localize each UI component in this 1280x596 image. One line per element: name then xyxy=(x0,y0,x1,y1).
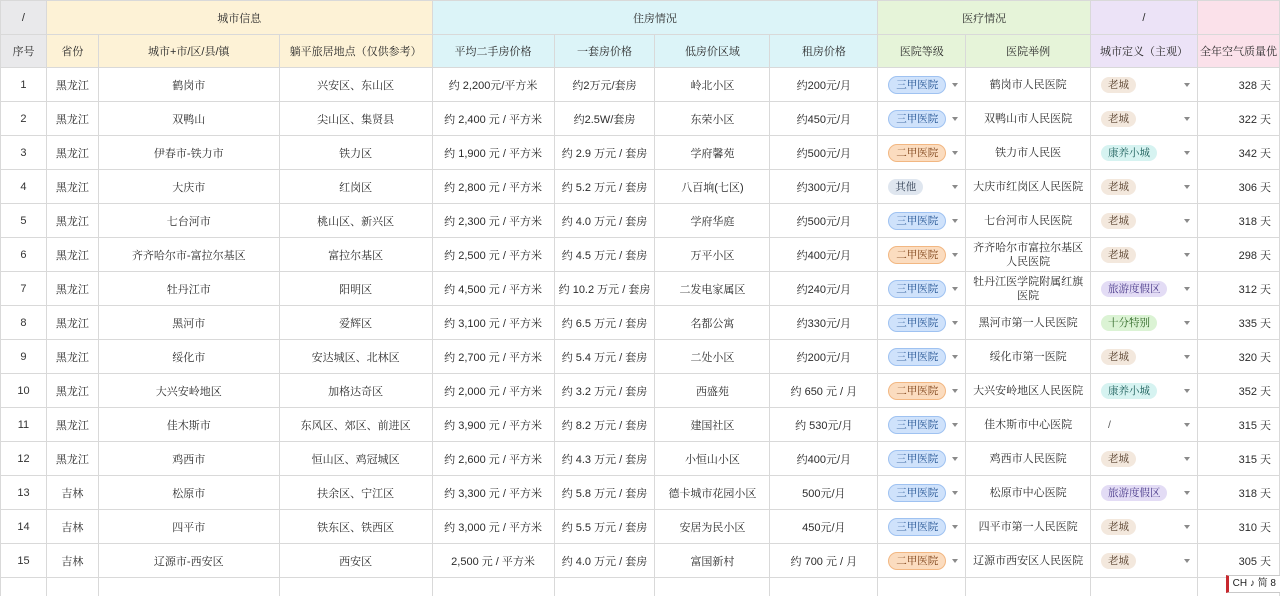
cell-air-quality[interactable]: 315 天 xyxy=(1197,408,1279,442)
cell-province[interactable]: 黑龙江 xyxy=(46,442,98,476)
chevron-down-icon[interactable] xyxy=(952,525,958,529)
cell-no[interactable]: 5 xyxy=(1,204,47,238)
cell-low-area[interactable]: 西盛苑 xyxy=(655,374,770,408)
chevron-down-icon[interactable] xyxy=(952,389,958,393)
column-header-house-price[interactable]: 一套房价格 xyxy=(554,35,655,68)
cell-low-area[interactable]: 八百垧(七区) xyxy=(655,170,770,204)
cell-low-area[interactable]: 学府馨苑 xyxy=(655,136,770,170)
cell-air-quality[interactable]: 320 天 xyxy=(1197,340,1279,374)
cell-rent[interactable]: 约200元/月 xyxy=(770,340,878,374)
column-header-low-area[interactable]: 低房价区域 xyxy=(655,35,770,68)
cell-hospital-example[interactable]: 大庆市红岗区人民医院 xyxy=(966,170,1091,204)
cell-house-price[interactable]: 约 2.9 万元 / 套房 xyxy=(554,136,655,170)
table-row xyxy=(1,68,1280,102)
cell-air-quality[interactable]: 318 天 xyxy=(1197,476,1279,510)
cell-hospital-level[interactable] xyxy=(878,510,966,544)
cell-low-area[interactable]: 岭北小区 xyxy=(655,68,770,102)
cell-hospital-level[interactable] xyxy=(878,136,966,170)
column-header-air-quality[interactable]: 全年空气质量优 xyxy=(1197,35,1279,68)
chevron-down-icon[interactable] xyxy=(952,355,958,359)
chevron-down-icon[interactable] xyxy=(1184,457,1190,461)
cell-low-area[interactable] xyxy=(655,578,770,596)
city-definition-tag: 老城 xyxy=(1101,519,1136,535)
cell-rent[interactable]: 约500元/月 xyxy=(770,204,878,238)
cell-city[interactable]: 松原市 xyxy=(98,476,279,510)
column-header-hospital-example[interactable]: 医院举例 xyxy=(966,35,1091,68)
cell-hospital-level[interactable] xyxy=(878,544,966,578)
cell-city-definition[interactable] xyxy=(1090,238,1197,272)
cell-no[interactable]: 13 xyxy=(1,476,47,510)
cell-province[interactable] xyxy=(46,578,98,596)
cell-hospital-level[interactable] xyxy=(878,578,966,596)
city-definition-tag: 康养小城 xyxy=(1101,383,1157,399)
group-header-housing[interactable]: 住房情况 xyxy=(432,1,878,35)
cell-no[interactable]: 1 xyxy=(1,68,47,102)
cell-house-price[interactable] xyxy=(554,578,655,596)
chevron-down-icon[interactable] xyxy=(1184,423,1190,427)
cell-no[interactable]: 6 xyxy=(1,238,47,272)
chevron-down-icon[interactable] xyxy=(952,559,958,563)
chevron-down-icon[interactable] xyxy=(1184,321,1190,325)
cell-area[interactable]: 铁东区、铁西区 xyxy=(279,510,432,544)
column-header-area[interactable]: 躺平旅居地点（仅供参考） xyxy=(279,35,432,68)
cell-area[interactable] xyxy=(279,578,432,596)
cell-city[interactable]: 佳木斯市 xyxy=(98,408,279,442)
cell-no[interactable]: 10 xyxy=(1,374,47,408)
cell-city[interactable]: 牡丹江市 xyxy=(98,272,279,306)
cell-province[interactable]: 黑龙江 xyxy=(46,204,98,238)
chevron-down-icon[interactable] xyxy=(952,185,958,189)
cell-rent[interactable]: 约300元/月 xyxy=(770,170,878,204)
cell-house-price[interactable]: 约 3.2 万元 / 套房 xyxy=(554,374,655,408)
city-definition-tag: 老城 xyxy=(1101,213,1136,229)
cell-avg-price[interactable]: 约 2,300 元 / 平方米 xyxy=(432,204,554,238)
column-header-province[interactable]: 省份 xyxy=(46,35,98,68)
cell-low-area[interactable]: 二发电家属区 xyxy=(655,272,770,306)
hospital-level-tag: 二甲医院 xyxy=(888,382,946,400)
cell-low-area[interactable]: 二处小区 xyxy=(655,340,770,374)
group-header-empty[interactable] xyxy=(1197,1,1279,35)
hospital-level-tag: 二甲医院 xyxy=(888,552,946,570)
cell-rent[interactable]: 450元/月 xyxy=(770,510,878,544)
cell-hospital-example[interactable]: 四平市第一人民医院 xyxy=(966,510,1091,544)
hospital-level-tag: 三甲医院 xyxy=(888,280,946,298)
cell-province[interactable]: 黑龙江 xyxy=(46,136,98,170)
cell-city-definition[interactable] xyxy=(1090,68,1197,102)
chevron-down-icon[interactable] xyxy=(952,491,958,495)
cell-city-definition[interactable] xyxy=(1090,170,1197,204)
cell-air-quality[interactable]: 305 天 xyxy=(1197,544,1279,578)
city-definition-tag: 康养小城 xyxy=(1101,145,1157,161)
column-header-avg-price[interactable]: 平均二手房价格 xyxy=(432,35,554,68)
cell-hospital-example[interactable]: 佳木斯市中心医院 xyxy=(966,408,1091,442)
cell-hospital-example[interactable]: 双鸭山市人民医院 xyxy=(966,102,1091,136)
group-header-slash[interactable]: / xyxy=(1,1,47,35)
cell-low-area[interactable]: 富国新村 xyxy=(655,544,770,578)
hospital-level-tag: 三甲医院 xyxy=(888,76,946,94)
cell-avg-price[interactable]: 约 2,000 元 / 平方米 xyxy=(432,374,554,408)
cell-no[interactable]: 9 xyxy=(1,340,47,374)
cell-city-definition[interactable] xyxy=(1090,442,1197,476)
cell-city[interactable]: 辽源市-西安区 xyxy=(98,544,279,578)
table-row xyxy=(1,374,1280,408)
cell-hospital-level[interactable] xyxy=(878,306,966,340)
cell-hospital-level[interactable] xyxy=(878,102,966,136)
column-header-rent[interactable]: 租房价格 xyxy=(770,35,878,68)
cell-province[interactable]: 吉林 xyxy=(46,510,98,544)
table-row xyxy=(1,204,1280,238)
cell-avg-price[interactable]: 2,500 元 / 平方米 xyxy=(432,544,554,578)
cell-hospital-level[interactable] xyxy=(878,476,966,510)
cell-no[interactable]: 15 xyxy=(1,544,47,578)
cell-low-area[interactable]: 德卡城市花园小区 xyxy=(655,476,770,510)
cell-low-area[interactable]: 小恒山小区 xyxy=(655,442,770,476)
cell-city-definition[interactable] xyxy=(1090,544,1197,578)
cell-city-definition[interactable] xyxy=(1090,476,1197,510)
cell-air-quality[interactable]: 342 天 xyxy=(1197,136,1279,170)
cell-hospital-level[interactable] xyxy=(878,238,966,272)
hospital-level-tag: 三甲医院 xyxy=(888,212,946,230)
cell-city[interactable]: 大庆市 xyxy=(98,170,279,204)
cell-avg-price[interactable]: 约 2,700 元 / 平方米 xyxy=(432,340,554,374)
cell-air-quality[interactable]: 322 天 xyxy=(1197,102,1279,136)
cell-hospital-example[interactable]: 七台河市人民医院 xyxy=(966,204,1091,238)
table-row xyxy=(1,136,1280,170)
chevron-down-icon[interactable] xyxy=(1184,355,1190,359)
chevron-down-icon[interactable] xyxy=(1184,185,1190,189)
table-body xyxy=(1,68,1280,596)
cell-house-price[interactable]: 约 5.2 万元 / 套房 xyxy=(554,170,655,204)
city-definition-tag: 旅游度假区 xyxy=(1101,281,1168,297)
cell-rent[interactable]: 500元/月 xyxy=(770,476,878,510)
city-definition-tag: 老城 xyxy=(1101,179,1136,195)
cell-city[interactable]: 四平市 xyxy=(98,510,279,544)
cell-no[interactable] xyxy=(1,578,47,596)
cell-rent[interactable]: 约330元/月 xyxy=(770,306,878,340)
cell-air-quality[interactable]: 306 天 xyxy=(1197,170,1279,204)
chevron-down-icon[interactable] xyxy=(952,253,958,257)
cell-city[interactable]: 齐齐哈尔市-富拉尔基区 xyxy=(98,238,279,272)
cell-rent[interactable]: 约500元/月 xyxy=(770,136,878,170)
city-definition-tag: 旅游度假区 xyxy=(1101,485,1168,501)
cell-hospital-example[interactable]: 绥化市第一医院 xyxy=(966,340,1091,374)
cell-avg-price[interactable]: 约 4,500 元 / 平方米 xyxy=(432,272,554,306)
cell-hospital-example[interactable]: 辽源市西安区人民医院 xyxy=(966,544,1091,578)
city-definition-tag: 老城 xyxy=(1101,349,1136,365)
cell-city-definition[interactable] xyxy=(1090,102,1197,136)
group-header-slash-2[interactable]: / xyxy=(1090,1,1197,35)
chevron-down-icon[interactable] xyxy=(952,457,958,461)
cell-area[interactable]: 富拉尔基区 xyxy=(279,238,432,272)
table-header xyxy=(1,1,1280,68)
cell-hospital-example[interactable]: 松原市中心医院 xyxy=(966,476,1091,510)
table-row xyxy=(1,408,1280,442)
cell-city[interactable]: 黑河市 xyxy=(98,306,279,340)
cell-house-price[interactable]: 约 6.5 万元 / 套房 xyxy=(554,306,655,340)
cell-area[interactable]: 兴安区、东山区 xyxy=(279,68,432,102)
cell-province[interactable]: 黑龙江 xyxy=(46,340,98,374)
cell-rent[interactable]: 约 650 元 / 月 xyxy=(770,374,878,408)
cell-air-quality[interactable]: 312 天 xyxy=(1197,272,1279,306)
cell-hospital-example[interactable]: 大兴安岭地区人民医院 xyxy=(966,374,1091,408)
cell-area[interactable]: 阳明区 xyxy=(279,272,432,306)
hospital-level-tag: 三甲医院 xyxy=(888,518,946,536)
cell-city[interactable]: 大兴安岭地区 xyxy=(98,374,279,408)
chevron-down-icon[interactable] xyxy=(952,423,958,427)
chevron-down-icon[interactable] xyxy=(1184,219,1190,223)
cell-city-definition[interactable] xyxy=(1090,340,1197,374)
cell-house-price[interactable]: 约 5.8 万元 / 套房 xyxy=(554,476,655,510)
cell-air-quality[interactable]: 315 天 xyxy=(1197,442,1279,476)
table-row xyxy=(1,238,1280,272)
cell-city-definition[interactable] xyxy=(1090,136,1197,170)
table-row xyxy=(1,306,1280,340)
cell-hospital-level[interactable] xyxy=(878,170,966,204)
cell-hospital-level[interactable] xyxy=(878,408,966,442)
cell-hospital-level[interactable] xyxy=(878,442,966,476)
city-definition-tag: 老城 xyxy=(1101,111,1136,127)
cell-city-definition[interactable] xyxy=(1090,204,1197,238)
cell-no[interactable]: 4 xyxy=(1,170,47,204)
cell-city-definition[interactable] xyxy=(1090,578,1197,596)
chevron-down-icon[interactable] xyxy=(1184,491,1190,495)
cell-no[interactable]: 7 xyxy=(1,272,47,306)
cell-rent[interactable]: 约 530元/月 xyxy=(770,408,878,442)
chevron-down-icon[interactable] xyxy=(1184,559,1190,563)
cell-area[interactable]: 扶余区、宁江区 xyxy=(279,476,432,510)
cell-area[interactable]: 西安区 xyxy=(279,544,432,578)
cell-avg-price[interactable]: 约 1,900 元 / 平方米 xyxy=(432,136,554,170)
cell-area[interactable]: 爱辉区 xyxy=(279,306,432,340)
cell-hospital-level[interactable] xyxy=(878,68,966,102)
cell-rent[interactable] xyxy=(770,578,878,596)
chevron-down-icon[interactable] xyxy=(952,117,958,121)
cell-avg-price[interactable]: 约 2,600 元 / 平方米 xyxy=(432,442,554,476)
cell-no[interactable]: 12 xyxy=(1,442,47,476)
table-row xyxy=(1,476,1280,510)
cell-province[interactable]: 黑龙江 xyxy=(46,408,98,442)
chevron-down-icon[interactable] xyxy=(952,151,958,155)
cell-province[interactable]: 黑龙江 xyxy=(46,272,98,306)
cell-hospital-example[interactable]: 铁力市人民医 xyxy=(966,136,1091,170)
cell-hospital-example[interactable]: 牡丹江医学院附属红旗医院 xyxy=(966,272,1091,306)
cell-hospital-level[interactable] xyxy=(878,272,966,306)
ime-language-indicator[interactable]: CH ♪ 简 8 xyxy=(1226,575,1280,593)
table-row xyxy=(1,170,1280,204)
cell-province[interactable]: 黑龙江 xyxy=(46,170,98,204)
cell-air-quality[interactable]: 335 天 xyxy=(1197,306,1279,340)
cell-no[interactable]: 3 xyxy=(1,136,47,170)
cell-no[interactable]: 8 xyxy=(1,306,47,340)
table-row xyxy=(1,578,1280,596)
cell-air-quality[interactable]: 352 天 xyxy=(1197,374,1279,408)
cell-rent[interactable]: 约240元/月 xyxy=(770,272,878,306)
cell-house-price[interactable]: 约 5.4 万元 / 套房 xyxy=(554,340,655,374)
cell-low-area[interactable]: 名都公寓 xyxy=(655,306,770,340)
chevron-down-icon[interactable] xyxy=(952,83,958,87)
cell-hospital-level[interactable] xyxy=(878,204,966,238)
cell-avg-price[interactable]: 约 2,500 元 / 平方米 xyxy=(432,238,554,272)
table-row xyxy=(1,340,1280,374)
cell-hospital-level[interactable] xyxy=(878,340,966,374)
city-definition-tag: 老城 xyxy=(1101,77,1136,93)
cell-no[interactable]: 14 xyxy=(1,510,47,544)
cell-house-price[interactable]: 约 4.5 万元 / 套房 xyxy=(554,238,655,272)
cell-area[interactable]: 加格达奇区 xyxy=(279,374,432,408)
cell-city-definition[interactable] xyxy=(1090,374,1197,408)
hospital-level-tag: 二甲医院 xyxy=(888,144,946,162)
cell-province[interactable]: 黑龙江 xyxy=(46,68,98,102)
cell-hospital-example[interactable] xyxy=(966,578,1091,596)
cell-hospital-example[interactable]: 鹤岗市人民医院 xyxy=(966,68,1091,102)
cell-house-price[interactable]: 约 10.2 万元 / 套房 xyxy=(554,272,655,306)
column-header-no[interactable]: 序号 xyxy=(1,35,47,68)
cell-city[interactable]: 鹤岗市 xyxy=(98,68,279,102)
cell-province[interactable]: 吉林 xyxy=(46,544,98,578)
cell-province[interactable]: 黑龙江 xyxy=(46,374,98,408)
cell-no[interactable]: 2 xyxy=(1,102,47,136)
cell-city[interactable]: 鸡西市 xyxy=(98,442,279,476)
hospital-level-tag: 三甲医院 xyxy=(888,110,946,128)
cell-rent[interactable]: 约450元/月 xyxy=(770,102,878,136)
chevron-down-icon[interactable] xyxy=(1184,287,1190,291)
cell-avg-price[interactable]: 约 3,100 元 / 平方米 xyxy=(432,306,554,340)
chevron-down-icon[interactable] xyxy=(952,287,958,291)
cell-area[interactable]: 桃山区、新兴区 xyxy=(279,204,432,238)
cell-rent[interactable]: 约400元/月 xyxy=(770,238,878,272)
hospital-level-tag: 三甲医院 xyxy=(888,484,946,502)
column-header-city-definition[interactable]: 城市定义（主观） xyxy=(1090,35,1197,68)
cell-house-price[interactable]: 约 8.2 万元 / 套房 xyxy=(554,408,655,442)
cell-air-quality[interactable]: 298 天 xyxy=(1197,238,1279,272)
cell-low-area[interactable]: 东荣小区 xyxy=(655,102,770,136)
hospital-level-tag: 三甲医院 xyxy=(888,416,946,434)
table-row xyxy=(1,272,1280,306)
chevron-down-icon[interactable] xyxy=(952,219,958,223)
chevron-down-icon[interactable] xyxy=(1184,151,1190,155)
cell-hospital-example[interactable]: 黑河市第一人民医院 xyxy=(966,306,1091,340)
table-row xyxy=(1,102,1280,136)
cell-province[interactable]: 黑龙江 xyxy=(46,238,98,272)
cell-city-definition[interactable] xyxy=(1090,306,1197,340)
chevron-down-icon[interactable] xyxy=(1184,253,1190,257)
city-definition-tag: 老城 xyxy=(1101,247,1136,263)
column-header-hospital-level[interactable]: 医院等级 xyxy=(878,35,966,68)
hospital-level-tag: 其他 xyxy=(888,179,923,195)
city-definition-tag: 十分特别 xyxy=(1101,315,1157,331)
cell-city-definition[interactable] xyxy=(1090,408,1197,442)
cell-rent[interactable]: 约 700 元 / 月 xyxy=(770,544,878,578)
chevron-down-icon[interactable] xyxy=(1184,525,1190,529)
table-row xyxy=(1,544,1280,578)
cell-city[interactable]: 七台河市 xyxy=(98,204,279,238)
hospital-level-tag: 三甲医院 xyxy=(888,450,946,468)
table-row xyxy=(1,442,1280,476)
cell-rent[interactable]: 约400元/月 xyxy=(770,442,878,476)
cell-house-price[interactable]: 约 5.5 万元 / 套房 xyxy=(554,510,655,544)
cell-province[interactable]: 黑龙江 xyxy=(46,306,98,340)
cell-avg-price[interactable]: 约 3,300 元 / 平方米 xyxy=(432,476,554,510)
chevron-down-icon[interactable] xyxy=(952,321,958,325)
cell-area[interactable]: 红岗区 xyxy=(279,170,432,204)
cell-area[interactable]: 安达城区、北林区 xyxy=(279,340,432,374)
cell-city-definition[interactable] xyxy=(1090,272,1197,306)
column-header-city[interactable]: 城市+市/区/县/镇 xyxy=(98,35,279,68)
cell-house-price[interactable]: 约2.5W/套房 xyxy=(554,102,655,136)
cell-city[interactable]: 伊春市-铁力市 xyxy=(98,136,279,170)
cell-air-quality[interactable]: 318 天 xyxy=(1197,204,1279,238)
cell-hospital-level[interactable] xyxy=(878,374,966,408)
cell-area[interactable]: 尖山区、集贤县 xyxy=(279,102,432,136)
cell-province[interactable]: 黑龙江 xyxy=(46,102,98,136)
city-definition-tag: / xyxy=(1107,418,1111,431)
cell-low-area[interactable]: 建国社区 xyxy=(655,408,770,442)
cell-avg-price[interactable] xyxy=(432,578,554,596)
cell-low-area[interactable]: 万平小区 xyxy=(655,238,770,272)
cell-no[interactable]: 11 xyxy=(1,408,47,442)
cell-rent[interactable]: 约200元/月 xyxy=(770,68,878,102)
cell-avg-price[interactable]: 约 3,000 元 / 平方米 xyxy=(432,510,554,544)
cell-low-area[interactable]: 学府华庭 xyxy=(655,204,770,238)
cell-city[interactable]: 双鸭山 xyxy=(98,102,279,136)
cell-house-price[interactable]: 约2万元/套房 xyxy=(554,68,655,102)
chevron-down-icon[interactable] xyxy=(1184,389,1190,393)
cell-avg-price[interactable]: 约 2,800 元 / 平方米 xyxy=(432,170,554,204)
chevron-down-icon[interactable] xyxy=(1184,83,1190,87)
cell-avg-price[interactable]: 约 3,900 元 / 平方米 xyxy=(432,408,554,442)
group-header-city-info[interactable]: 城市信息 xyxy=(46,1,432,35)
hospital-level-tag: 三甲医院 xyxy=(888,348,946,366)
cell-area[interactable]: 铁力区 xyxy=(279,136,432,170)
cell-city[interactable] xyxy=(98,578,279,596)
cell-city-definition[interactable] xyxy=(1090,510,1197,544)
cell-hospital-example[interactable]: 齐齐哈尔市富拉尔基区人民医院 xyxy=(966,238,1091,272)
cell-house-price[interactable]: 约 4.3 万元 / 套房 xyxy=(554,442,655,476)
cell-avg-price[interactable]: 约 2,200元/平方米 xyxy=(432,68,554,102)
cell-area[interactable]: 东风区、郊区、前进区 xyxy=(279,408,432,442)
city-definition-tag: 老城 xyxy=(1101,553,1136,569)
chevron-down-icon[interactable] xyxy=(1184,117,1190,121)
cell-house-price[interactable]: 约 4.0 万元 / 套房 xyxy=(554,544,655,578)
cell-house-price[interactable]: 约 4.0 万元 / 套房 xyxy=(554,204,655,238)
hospital-level-tag: 二甲医院 xyxy=(888,246,946,264)
cell-air-quality[interactable]: 328 天 xyxy=(1197,68,1279,102)
cell-area[interactable]: 恒山区、鸡冠城区 xyxy=(279,442,432,476)
cell-city[interactable]: 绥化市 xyxy=(98,340,279,374)
cell-province[interactable]: 吉林 xyxy=(46,476,98,510)
cell-air-quality[interactable]: 310 天 xyxy=(1197,510,1279,544)
city-definition-tag: 老城 xyxy=(1101,451,1136,467)
cell-avg-price[interactable]: 约 2,400 元 / 平方米 xyxy=(432,102,554,136)
group-header-medical[interactable]: 医疗情况 xyxy=(878,1,1091,35)
cell-hospital-example[interactable]: 鸡西市人民医院 xyxy=(966,442,1091,476)
hospital-level-tag: 三甲医院 xyxy=(888,314,946,332)
cell-low-area[interactable]: 安居为民小区 xyxy=(655,510,770,544)
table-row xyxy=(1,510,1280,544)
